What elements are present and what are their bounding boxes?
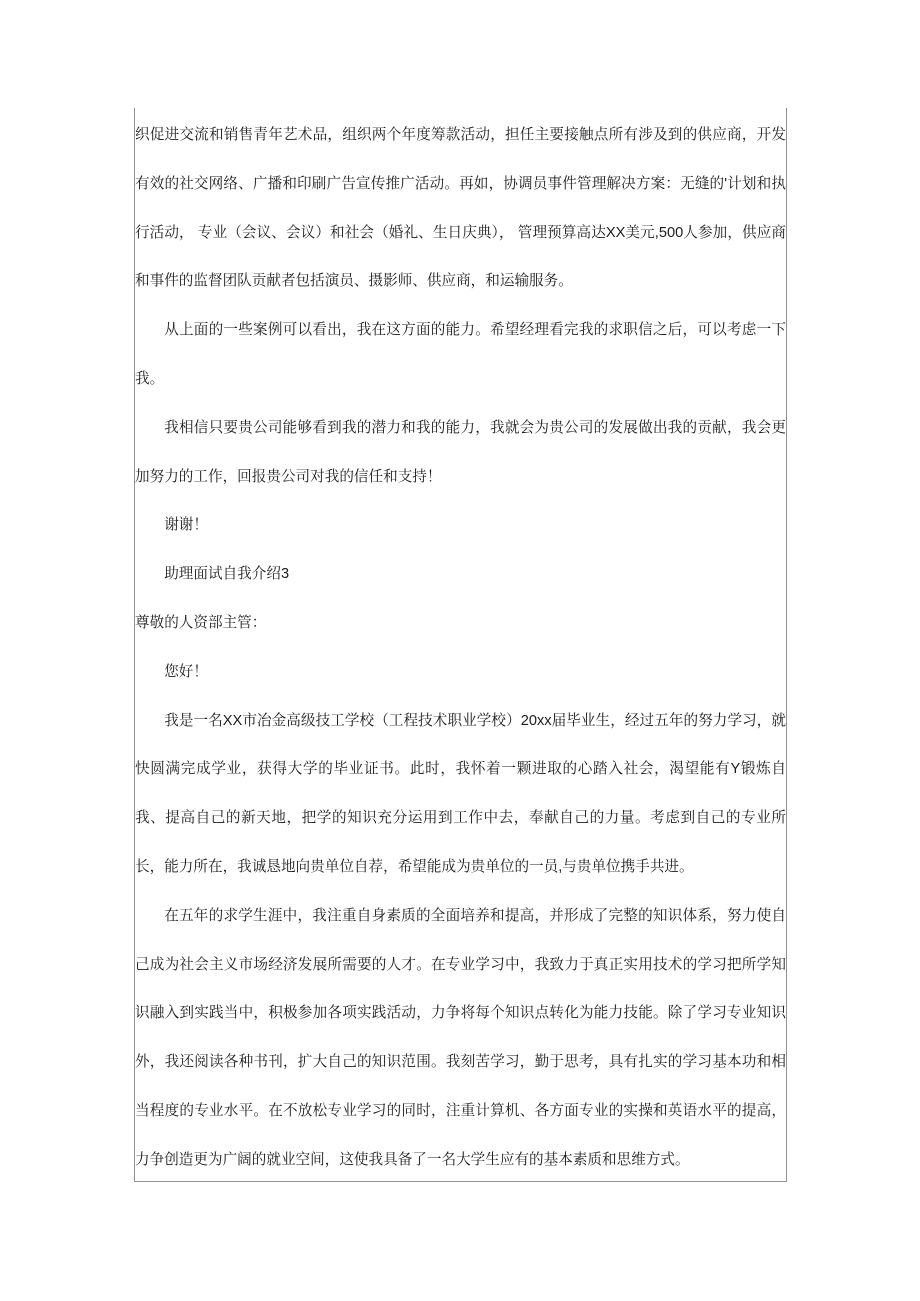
paragraph: 在五年的求学生涯中，我注重自身素质的全面培养和提高，并形成了完整的知识体系，努力使自己成为社会主义市场经济发展所需要的人才。在专业学习中，我致力于真正实用技术的学习把所学知识融入到实践当中，积极参加各项实践活动，力争将每个知识点转化为能力技能。除了学习专业知识外，我还阅读各种书刊，扩大自己的知识范围。我刻苦学习，勤于思考，具有扎实的学习基本功和相当程度的专业水平。在不放松专业学习的同时，注重计算机、各方面专业的实操和英语水平的提高，力争创造更为广阔的就业空间，这使我具备了一名大学生应有的基本素质和思维方式。 [135, 907, 786, 1168]
paragraph: 我相信只要贵公司能够看到我的潜力和我的能力，我就会为贵公司的发展做出我的贡献，我会更加努力的工作，回报贵公司对我的信任和支持！ [135, 419, 786, 485]
paragraph: 谢谢！ [164, 517, 208, 534]
paragraph: 助理面试自我介绍3 [164, 566, 290, 583]
text-frame [134, 108, 787, 1182]
paragraph: 尊敬的人资部主管： [135, 614, 267, 631]
paragraph: 您好！ [164, 663, 208, 680]
paragraph-container [135, 111, 786, 1182]
paragraph: 织促进交流和销售青年艺术品，组织两个年度筹款活动，担任主要接触点所有涉及到的供应商，开发有效的社交网络、广播和印刷广告宣传推广活动。再如，协调员事件管理解决方案：无缝的'计划和执行活动， 专业（会议、会议）和社会（婚礼、生日庆典）， 管理预算高达XX美元,500人参加，供应商和事件的监督团队贡献者包括演员、摄影师、供应商，和运输服务。 [135, 127, 786, 290]
paragraph: 我是一名XX市冶金高级技工学校（工程技术职业学校）20xx届毕业生，经过五年的努力学习，就快圆满完成学业，获得大学的毕业证书。此时，我怀着一颗进取的心踏入社会，渴望能有Y锻炼自我、提高自己的新天地，把学的知识充分运用到工作中去，奉献自己的力量。考虑到自己的专业所长，能力所在，我诚恳地向贵单位自荐，希望能成为贵单位的一员,与贵单位携手共进。 [135, 712, 786, 875]
paragraph: 从上面的一些案例可以看出，我在这方面的能力。希望经理看完我的求职信之后，可以考虑一下我。 [135, 322, 786, 387]
